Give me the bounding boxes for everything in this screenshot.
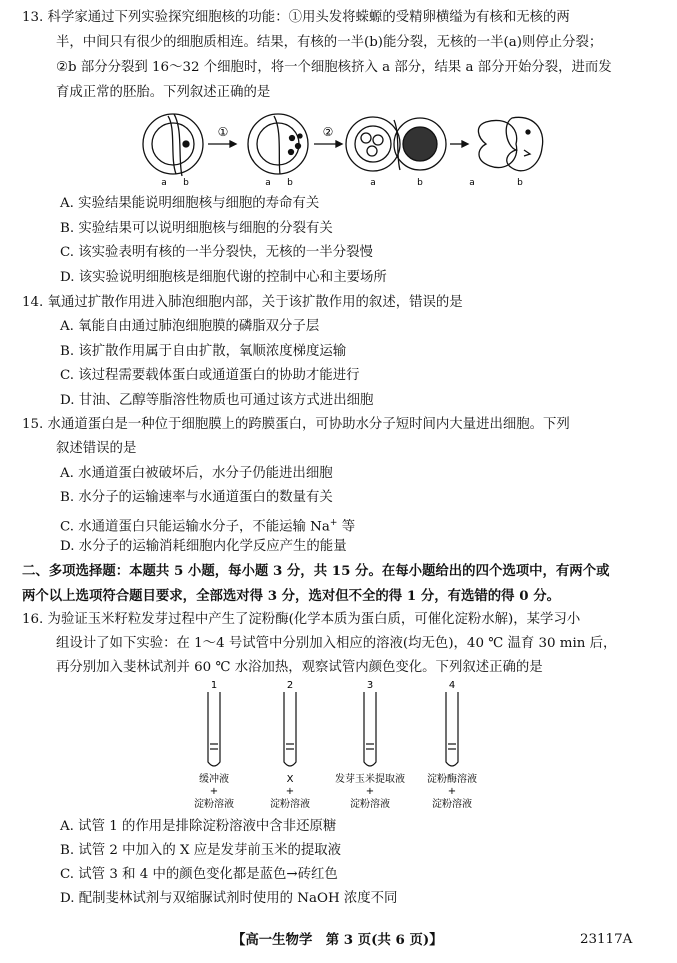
q13-part-label: a bbox=[265, 178, 271, 188]
tube-3-solution: 发芽玉米提取液 bbox=[335, 774, 405, 785]
tube-2-solution: X bbox=[286, 774, 294, 785]
q14-option-a: A. 氧能自由通过肺泡细胞膜的磷脂双分子层 bbox=[60, 319, 320, 334]
tube-3-number: 3 bbox=[366, 680, 374, 691]
q16-option-c: C. 试管 3 和 4 中的颜色变化都是蓝色→砖红色 bbox=[60, 867, 338, 882]
q13-stem-line-4: 育成正常的胚胎。下列叙述正确的是 bbox=[56, 85, 271, 100]
tube-1-plus: + bbox=[209, 786, 219, 797]
tube-3-plus: + bbox=[365, 786, 375, 797]
tube-4-plus: + bbox=[447, 786, 457, 797]
q13-embryo-figure bbox=[128, 108, 548, 188]
page-footer bbox=[0, 931, 677, 951]
q15-option-c-text: C. 水通道蛋白只能运输水分子，不能运输 Na bbox=[60, 519, 330, 535]
q16-option-d: D. 配制斐林试剂与双缩脲试剂时使用的 NaOH 浓度不同 bbox=[60, 891, 398, 906]
q15-stem-line-1: 15. 水通道蛋白是一种位于细胞膜上的跨膜蛋白，可协助水分子短时间内大量进出细胞。下列 bbox=[22, 417, 570, 432]
tube-1-solution: 缓冲液 bbox=[199, 774, 229, 785]
q13-step-label-2: ② bbox=[322, 125, 334, 139]
sodium-charge-superscript: + bbox=[329, 518, 338, 528]
q14-stem-line-1: 14. 氧通过扩散作用进入肺泡细胞内部，关于该扩散作用的叙述，错误的是 bbox=[22, 295, 463, 310]
q13-part-label: a bbox=[370, 178, 376, 188]
section2-heading-line-1: 二、多项选择题：本题共 5 小题，每小题 3 分，共 15 分。在每小题给出的四个选项中，有两个或 bbox=[22, 563, 610, 579]
q13-option-b: B. 实验结果可以说明细胞核与细胞的分裂有关 bbox=[60, 221, 333, 236]
section2-heading-line-2: 两个以上选项符合题目要求，全部选对得 3 分，选对但不全的得 1 分，有选错的得 0 分。 bbox=[22, 588, 560, 604]
q14-option-d: D. 甘油、乙醇等脂溶性物质也可通过该方式进出细胞 bbox=[60, 393, 374, 408]
tube-1-starch: 淀粉溶液 bbox=[194, 799, 234, 810]
tube-2-number: 2 bbox=[286, 680, 294, 691]
q15-option-c-tail: 等 bbox=[337, 519, 356, 535]
q14-option-c: C. 该过程需要载体蛋白或通道蛋白的协助才能进行 bbox=[60, 368, 360, 383]
q13-stem-line-3: ②b 部分分裂到 16～32 个细胞时，将一个细胞核挤入 a 部分，结果 a 部分开始分裂，进而发 bbox=[56, 60, 612, 75]
q13-stem-line-1: 13. 科学家通过下列实验探究细胞核的功能：①用头发将蝾螈的受精卵横缢为有核和无核的两 bbox=[22, 10, 570, 25]
q13-stem-line-2: 半，中间只有很少的细胞质相连。结果，有核的一半(b)能分裂，无核的一半(a)则停止分裂； bbox=[56, 35, 603, 50]
q16-option-b: B. 试管 2 中加入的 X 应是发芽前玉米的提取液 bbox=[60, 843, 342, 858]
tube-4-starch: 淀粉溶液 bbox=[432, 799, 472, 810]
q15-option-b: B. 水分子的运输速率与水通道蛋白的数量有关 bbox=[60, 490, 333, 505]
q15-option-a: A. 水通道蛋白被破坏后，水分子仍能进出细胞 bbox=[60, 466, 333, 481]
q13-option-a: A. 实验结果能说明细胞核与细胞的寿命有关 bbox=[60, 196, 320, 211]
q13-part-label: b bbox=[417, 178, 423, 188]
q16-stem-line-3: 再分别加入斐林试剂并 60 ℃ 水浴加热，观察试管内颜色变化。下列叙述正确的是 bbox=[56, 660, 543, 675]
q13-option-d: D. 该实验说明细胞核是细胞代谢的控制中心和主要场所 bbox=[60, 270, 387, 285]
q13-option-c: C. 该实验表明有核的一半分裂快，无核的一半分裂慢 bbox=[60, 245, 373, 260]
q15-option-c bbox=[60, 514, 355, 536]
q13-part-label: b bbox=[517, 178, 523, 188]
tube-3-starch: 淀粉溶液 bbox=[350, 799, 390, 810]
q15-option-d: D. 水分子的运输消耗细胞内化学反应产生的能量 bbox=[60, 539, 347, 554]
q13-part-label: b bbox=[287, 178, 293, 188]
footer-code: 23117A bbox=[580, 932, 633, 947]
q13-part-label: a bbox=[161, 178, 167, 188]
footer-title: 【高一生物学 第 3 页(共 6 页)】 bbox=[232, 932, 443, 948]
tube-2-starch: 淀粉溶液 bbox=[270, 799, 310, 810]
q16-stem-line-2: 组设计了如下实验：在 1～4 号试管中分别加入相应的溶液(均无色)，40 ℃ 温育 30 min 后， bbox=[56, 636, 617, 651]
q13-part-label: b bbox=[183, 178, 189, 188]
tube-1-number: 1 bbox=[210, 680, 218, 691]
q13-part-label: a bbox=[469, 178, 475, 188]
q13-step-label-1: ① bbox=[217, 125, 229, 139]
tube-2-plus: + bbox=[285, 786, 295, 797]
q16-test-tube-figure bbox=[180, 678, 510, 814]
q16-stem-line-1: 16. 为验证玉米籽粒发芽过程中产生了淀粉酶(化学本质为蛋白质，可催化淀粉水解)，某学习小 bbox=[22, 612, 581, 627]
q14-option-b: B. 该扩散作用属于自由扩散，氧顺浓度梯度运输 bbox=[60, 344, 347, 359]
q16-option-a: A. 试管 1 的作用是排除淀粉溶液中含非还原糖 bbox=[60, 819, 337, 834]
tube-4-solution: 淀粉酶溶液 bbox=[427, 774, 477, 785]
tube-4-number: 4 bbox=[448, 680, 456, 691]
q15-stem-line-2: 叙述错误的是 bbox=[56, 441, 137, 456]
